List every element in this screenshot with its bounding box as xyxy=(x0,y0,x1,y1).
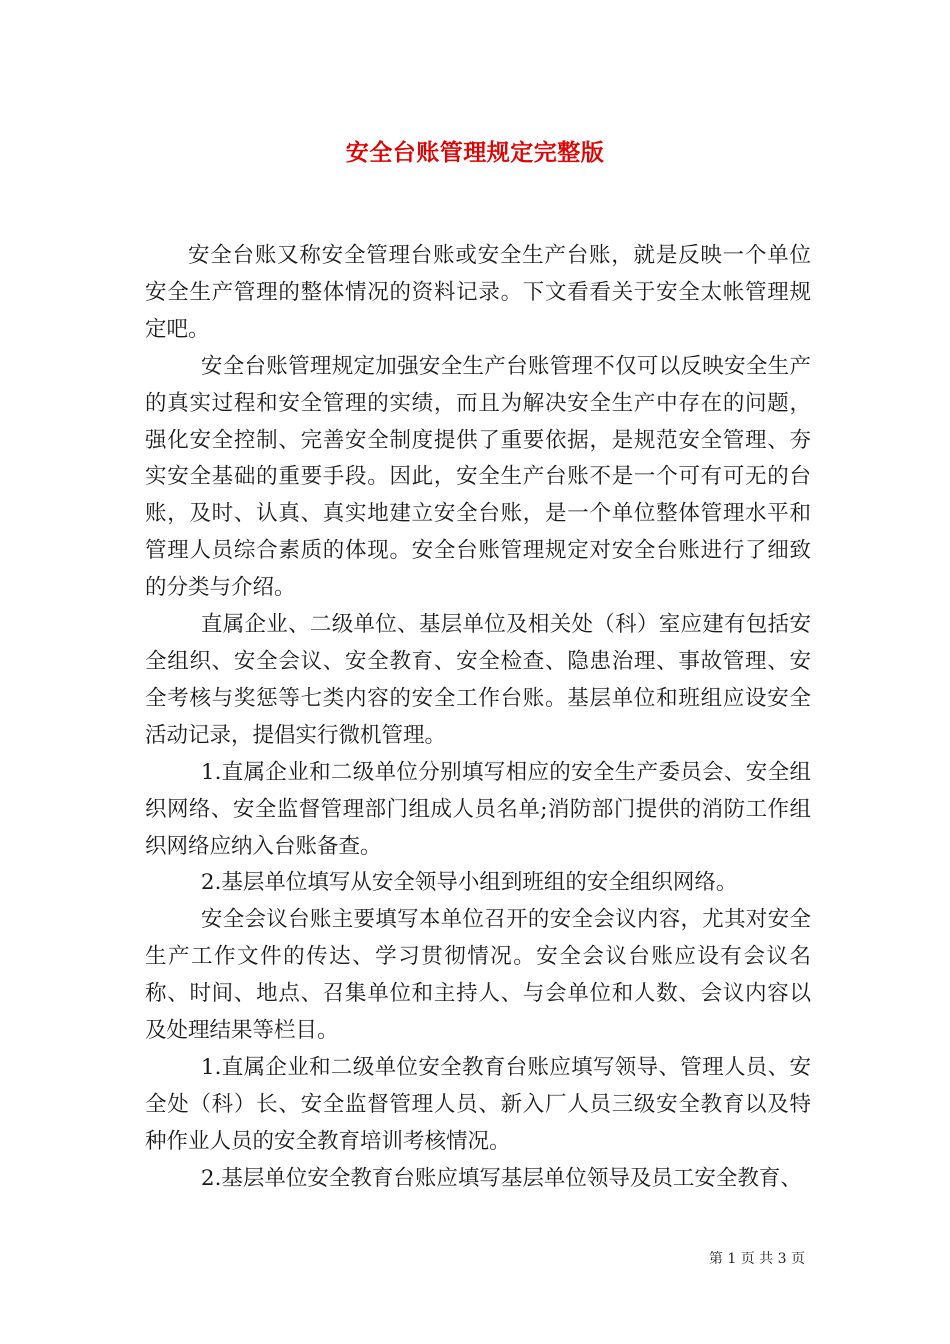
document-title: 安全台账管理规定完整版 xyxy=(345,139,605,166)
paragraph-organization-item-1: 1.直属企业和二级单位分别填写相应的安全生产委员会、安全组织网络、安全监督管理部门组成人员名单;消防部门提供的消防工作组织网络应纳入台账备查。 xyxy=(145,759,811,859)
paragraph-education-item-1: 1.直属企业和二级单位安全教育台账应填写领导、管理人员、安全处（科）长、安全监督管理人员、新入厂人员三级安全教育以及特种作业人员的安全教育培训考核情况。 xyxy=(145,1054,811,1154)
paragraph-ledger-categories: 直属企业、二级单位、基层单位及相关处（科）室应建有包括安全组织、安全会议、安全教育、安全检查、隐患治理、事故管理、安全考核与奖惩等七类内容的安全工作台账。基层单位和班组应设安全活动记录，提倡实行微机管理。 xyxy=(145,612,811,748)
paragraph-education-item-2: 2.基层单位安全教育台账应填写基层单位领导及员工安全教育、 xyxy=(200,1165,802,1191)
paragraph-meeting-ledger: 安全会议台账主要填写本单位召开的安全会议内容，尤其对安全生产工作文件的传达、学习贯彻情况。安全会议台账应设有会议名称、时间、地点、召集单位和主持人、与会单位和人数、会议内容以及处理结果等栏目。 xyxy=(145,907,811,1044)
paragraph-importance: 安全台账管理规定加强安全生产台账管理不仅可以反映安全生产的真实过程和安全管理的实绩，而且为解决安全生产中存在的问题，强化安全控制、完善安全制度提供了重要依据，是规范安全管理、夯实安全基础的重要手段。因此，安全生产台账不是一个可有可无的台账，及时、认真、真实地建立安全台账，是一个单位整体管理水平和管理人员综合素质的体现。安全台账管理规定对安全台账进行了细致的分类与介绍。 xyxy=(145,353,811,601)
page-number-footer: 第 1 页 共 3 页 xyxy=(708,1251,805,1267)
paragraph-intro: 安全台账又称安全管理台账或安全生产台账，就是反映一个单位安全生产管理的整体情况的资料记录。下文看看关于安全太帐管理规定吧。 xyxy=(145,243,811,342)
document-body xyxy=(145,238,811,1198)
paragraph-organization-item-2: 2.基层单位填写从安全领导小组到班组的安全组织网络。 xyxy=(200,870,738,896)
